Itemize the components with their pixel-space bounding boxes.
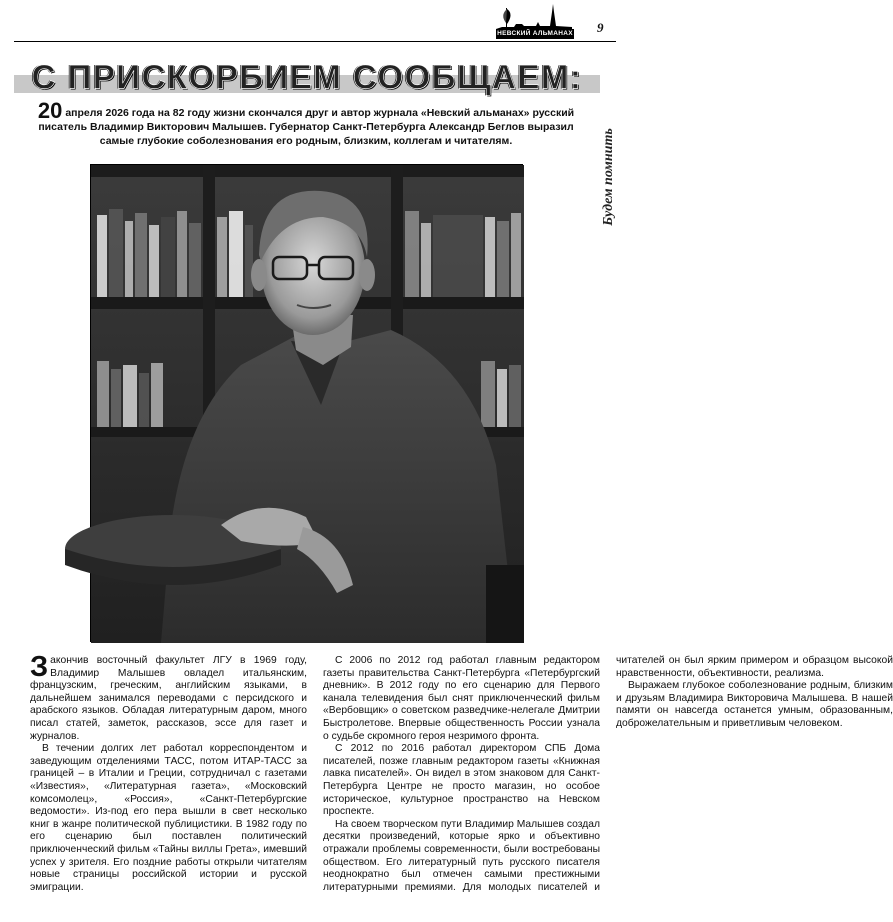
body-paragraph-4: С 2012 по 2016 работал директором СПБ Дома писателей, позже главным редактором газеты «Книжная лавка писателей». Он видел в этом знаковом для Санкт-Петербурга Центре не просто магазин, но особое историческое, культурное пространство на Невском проспекте.	[323, 743, 600, 818]
page-header	[14, 0, 616, 44]
portrait-photo	[90, 164, 523, 642]
article-body	[30, 651, 893, 915]
page-number: 9	[597, 20, 604, 35]
almanac-logo	[492, 2, 576, 40]
body-paragraph-2: В течении долгих лет работал корреспондентом и заведующим отделениями ТАСС, потом ИТАР-ТАСС за границей – в Италии и Греции, сотрудничал с газетами «Известия», «Литературная газета», «Московский комсомолец», «Россия», «Санкт-Петербургские ведомости». Из-под его пера вышли в свет несколько книг в жанре политической публицистики. В 1982 году по его сценарию был поставлен политический приключенческий фильм «Тайны виллы Грета», имевший успех у зрителя. Его поздние работы открыли читателям новые страницы российской истории и русской эмиграции.	[30, 743, 307, 893]
body-paragraph-6: Выражаем глубокое соболезнование родным, близким и друзьям Владимира Викторовича Малышева. В нашей памяти он навсегда останется умным, образованным, доброжелательным и приветливым человеком.	[616, 680, 893, 729]
side-label-text: Будем помнить	[601, 127, 616, 226]
body-paragraph-3: С 2006 по 2012 год работал главным редактором газеты правительства Санкт-Петербурга «Петербургский дневник». В 2012 году по его сценарию для Первого канала телевидения был снят приключенческий фильм «Вербовщик» о советском разведчике-нелегале Дмитрии Быстролетове. Впервые общественность России узнала о судьбе скромного героя незримого фронта.	[323, 655, 600, 742]
lead-text: апреля 2026 года на 82 году жизни скончался друг и автор журнала «Невский альманах» русский писатель Владимир Викторович Малышев. Губернатор Санкт-Петербурга Александр Беглов выразил самые глубокие соболезнования его родным, близким, коллегам и читателям.	[38, 107, 575, 147]
article-title: С ПРИСКОРБИЕМ СООБЩАЕМ:	[31, 57, 583, 96]
side-section-label	[596, 104, 622, 249]
lead-paragraph	[28, 98, 584, 148]
logo-text: НЕВСКИЙ АЛЬМАНАХ	[497, 30, 573, 37]
header-rule	[14, 41, 616, 42]
body-paragraph-1: Закончив восточный факультет ЛГУ в 1969 году, Владимир Малышев овладел итальянским, французским, греческим, английским языками, в дальнейшем занимался переводами с персидского и арабского языков. Обладая литературным даром, много писал статей, заметок, рассказов, эссе для газет и журналов.	[30, 651, 307, 742]
drop-cap: З	[30, 651, 49, 683]
lead-date-number: 20	[37, 98, 63, 123]
body-paragraph-5: На своем творческом пути Владимир Малышев создал десятки произведений, которые ярко и объективно отражали проблемы современности, были востребованы обществом. Его литературный путь русского писателя неоднократно был отмечен самыми престижными литературными премиями. Для молодых писателей и читателей он был ярким примером и образцом высокой нравственности, объективности, реализма.	[323, 655, 893, 893]
